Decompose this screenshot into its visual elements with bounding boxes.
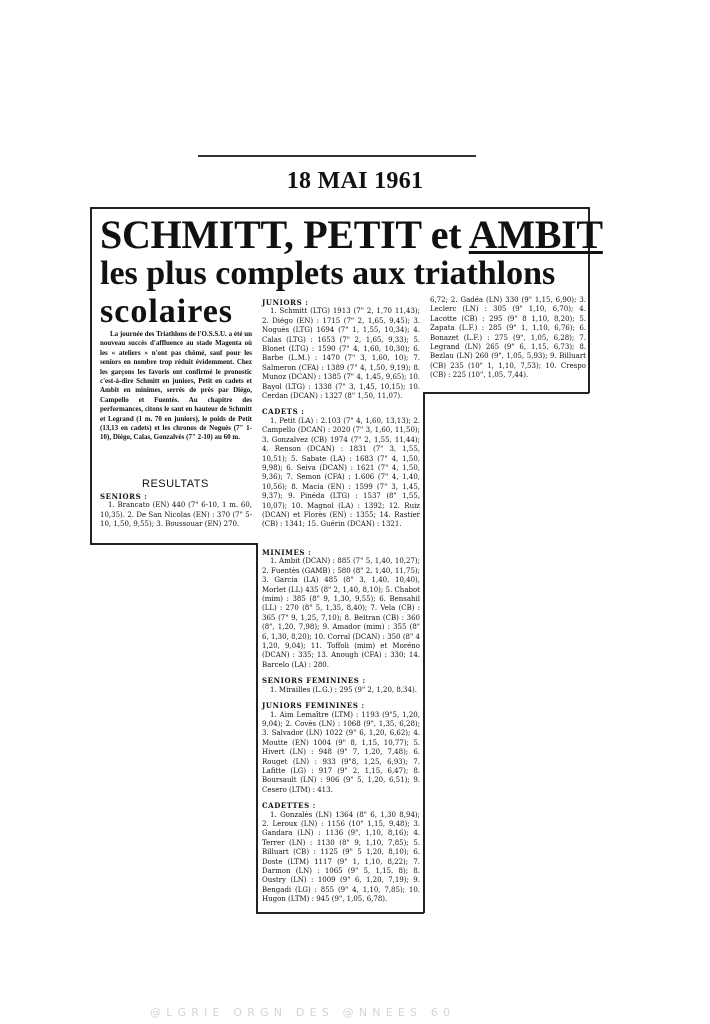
section-text-seniors-feminines: 1. Mirailles (L.G.) : 295 (9" 2, 1,20, 8,34). — [270, 685, 417, 694]
clip-border-right-bottom — [423, 392, 589, 394]
column-2-results — [262, 296, 420, 530]
section-title-cadets: CADETS : — [262, 407, 305, 417]
section-text-cadettes: 1. Gonzalès (LN) 1364 (8" 6, 1,30 8,94); 2. Leroux (LN) : 1156 (10" 1,15, 9,48); 3. Gandara (LN) : 1136 (9", 1,10, 8,16); 4. Terrer (LN) : 1130 (8" 9, 1,10, 7,85); 5. Billuart (CB) : 1125 (9" 5 1,20, 8,10); 6. Doste (LTM) 1117 (9" 1, 1,10, 8,22); 7. Darmon (LN) : 1065 (9" 5, 1,15, 8); 8. Oustry (LN) : 1009 (9" 6, 1,20, 7,19); 9. Bengadi (LG) : 855 (9" 4, 1,10, 7,85); 10. Hugon (LTM) : 945 (9", 1,05, 6,78). — [262, 810, 420, 904]
section-text-minimes: 1. Ambit (DCAN) : 885 (7" 5, 1,40, 10,27); 2. Fuentès (GAMB) : 580 (8" 2, 1,40, 11,75); 3. Garcia (LA) 485 (8" 3, 1,40, 10,40), Morlet (LL) 435 (8" 2, 1,40, 8,10); 5. Chabot (mim) : 385 (8" 9, 1,30, 9,55); 6. Bensahil (LL) : 270 (8" 5, 1,35, 8,40); 7. Vela (CB) : 365 (7" 9, 1,25, 7,10); 8. Beltran (CB) : 360 (8", 1,20, 7,98); 9. Amador (mim) : 355 (8" 6, 1,30, 8,20); 10. Corral (DCAN) : 350 (8" 4 1,20, 9,04); 11. Toffoli (mim) et Moréno (DCAN) : 335; 13. Anough (CFA) : 330; 14. Barcelo (LA) : 280. — [262, 557, 420, 669]
section-title-juniors: JUNIORS : — [262, 298, 309, 307]
section-title-cadettes: CADETTES : — [262, 801, 316, 811]
headline-names: SCHMITT, PETIT et — [100, 212, 469, 257]
section-title-minimes: MINIMES : — [262, 548, 312, 557]
section-title-juniors-feminines: JUNIORS FEMININES : — [262, 701, 365, 711]
clip-border-bottom — [256, 912, 424, 914]
column-3-results — [430, 296, 586, 381]
headline-line-2: les plus complets aux triathlons — [100, 255, 556, 292]
section-text-cadets: 1. Petit (LA) : 2.103 (7" 4, 1,60, 13,13); 2. Campello (DCAN) : 2020 (7" 3, 1,60, 11,50); 3. Gonzalvez (CB) 1974 (7" 2, 1,55, 11,44); 4. Renson (DCAN) : 1831 (7" 3, 1,55, 10,51); 5. Sabate (LA) : 1683 (7" 4, 1,50, 9,98); 6. Seiva (DCAN) : 1621 (7" 4, 1,50, 9,36); 7. Semon (CFA) : 1.606 (7" 4, 1,40, 10,56); 8. Macia (EN) : 1599 (7" 3, 1,45, 9,37); 9. Pinéda (LTG) : 1537 (8" 1,55, 10,07); 10. Magnol (LA) : 1392; 12. Ruiz (DCAN) et Florès (EN) : 1355; 14. Rastier (CB) : 1341; 15. Guérin (DCAN) : 1321. — [262, 416, 420, 529]
column-2-lower-results — [262, 546, 420, 905]
watermark-text: @LGRIE ORGN DES @NNEES 60 — [150, 1006, 456, 1019]
headline-ambit: AMBIT — [468, 212, 603, 257]
clipping-date: 18 MAI 1961 — [286, 168, 424, 194]
top-rule — [198, 155, 476, 157]
intro-paragraph: La journée des Triathlons de l'O.S.S.U. a été un nouveau succès d'affluence au stade Magenta où les « ateliers » n'ont pas chômé, sauf pour les seniors en nombre trop réduit évidemment. Chez les garçons les favoris ont confirmé le pronostic c'est-à-dire Schmitt en juniors, Petit en cadets et Ambit en minimes, serrés de près par Diégo, Campello et Fuentès. Au chapitre des performances, citons le saut en hauteur de Schmitt et Legrand (1 m. 70 en juniors), le poids de Petit (13,13 en cadets) et les chronos de Noguès (7" 1-10), Diégo, Calas, Gonzalvès (7" 2-10) au 60 m. — [100, 330, 252, 442]
section-title-seniors: SENIORS : — [100, 492, 148, 501]
section-title-seniors-feminines: SENIORS FEMININES : — [262, 676, 366, 686]
section-text-col3: 6,72; 2. Gadéa (LN) 330 (9" 1,15, 6,90); 3. Leclerc (LN) : 305 (9" 1,10, 6,70); 4. Lacotte (CB) : 295 (9" 8 1,10, 8,20); 5. Zapata (L.F.) : 285 (9" 1, 1,10, 6,76); 6. Bonazet (L.F.) : 275 (9", 1,05, 6,28); 7. Legrand (LN) 265 (9" 6, 1,15, 6,73); 8. Bezlau (LN) 260 (9", 1,05, 5,93); 9. Billuart (CB) 235 (10" 1, 1,10, 7,53); 10. Crespo (CB) : 225 (10", 1,05, 7,44). — [430, 296, 586, 380]
section-text-juniors-feminines: 1. Aim Lemaître (LTM) : 1193 (9"5, 1,20, 9,04); 2. Covès (LN) : 1068 (9", 1,35, 6,28); 3. Salvador (LN) 1022 (9" 6, 1,20, 6,62); 4. Moutte (EN) 1004 (9" 8, 1,15, 10,77); 5. Hivert (LN) : 948 (9" 7, 1,20, 7,48); 6. Rouget (LN) : 933 (9"8, 1,25, 6,93); 7. Lafitte (LG) : 917 (9" 2, 1,15, 6,47); 8. Boursault (LN) : 906 (9" 5, 1,20, 6,51); 9. Cesero (LTM) : 413. — [262, 710, 420, 794]
clip-border-bottom-left — [90, 543, 258, 545]
results-heading: RESULTATS — [142, 478, 209, 490]
headline-line-3: scolaires — [100, 293, 234, 330]
clip-border-top — [90, 207, 590, 209]
clip-border-middle — [256, 543, 258, 913]
headline-line-1 — [100, 213, 603, 257]
section-text-juniors: 1. Schmitt (LTG) 1913 (7" 2, 1,70 11,43); 2. Diégo (EN) : 1715 (7" 2, 1,65, 9,45); 3. Noguès (LTG) 1694 (7" 1, 1,55, 10,34); 4. Calas (LTG) : 1653 (7" 2, 1,65, 9,33); 5. Blonet (LTG) : 1590 (7" 4, 1,60, 10,30); 6. Barbe (L.M.) : 1470 (7" 3, 1,60, 10); 7. Salmeron (CFA) : 1389 (7" 4, 1,50, 9,19); 8. Munoz (DCAN) : 1385 (7" 4, 1,45, 9,65); 10. Bayol (LTG) : 1338 (7" 3, 1,45, 10,15); 10. Cerdan (DCAN) : 1327 (8" 1,50, 11,07). — [262, 307, 420, 401]
clip-border-right-inner — [423, 392, 425, 913]
section-text-seniors: 1. Brancato (EN) 440 (7" 6-10, 1 m. 60, 10,35). 2. De San Nicolas (EN) : 370 (7" 5-10, 1,50, 9,55); 3. Boussouar (EN) 270. — [100, 501, 252, 529]
column-1-results — [100, 490, 252, 530]
clip-border-left — [90, 208, 92, 544]
